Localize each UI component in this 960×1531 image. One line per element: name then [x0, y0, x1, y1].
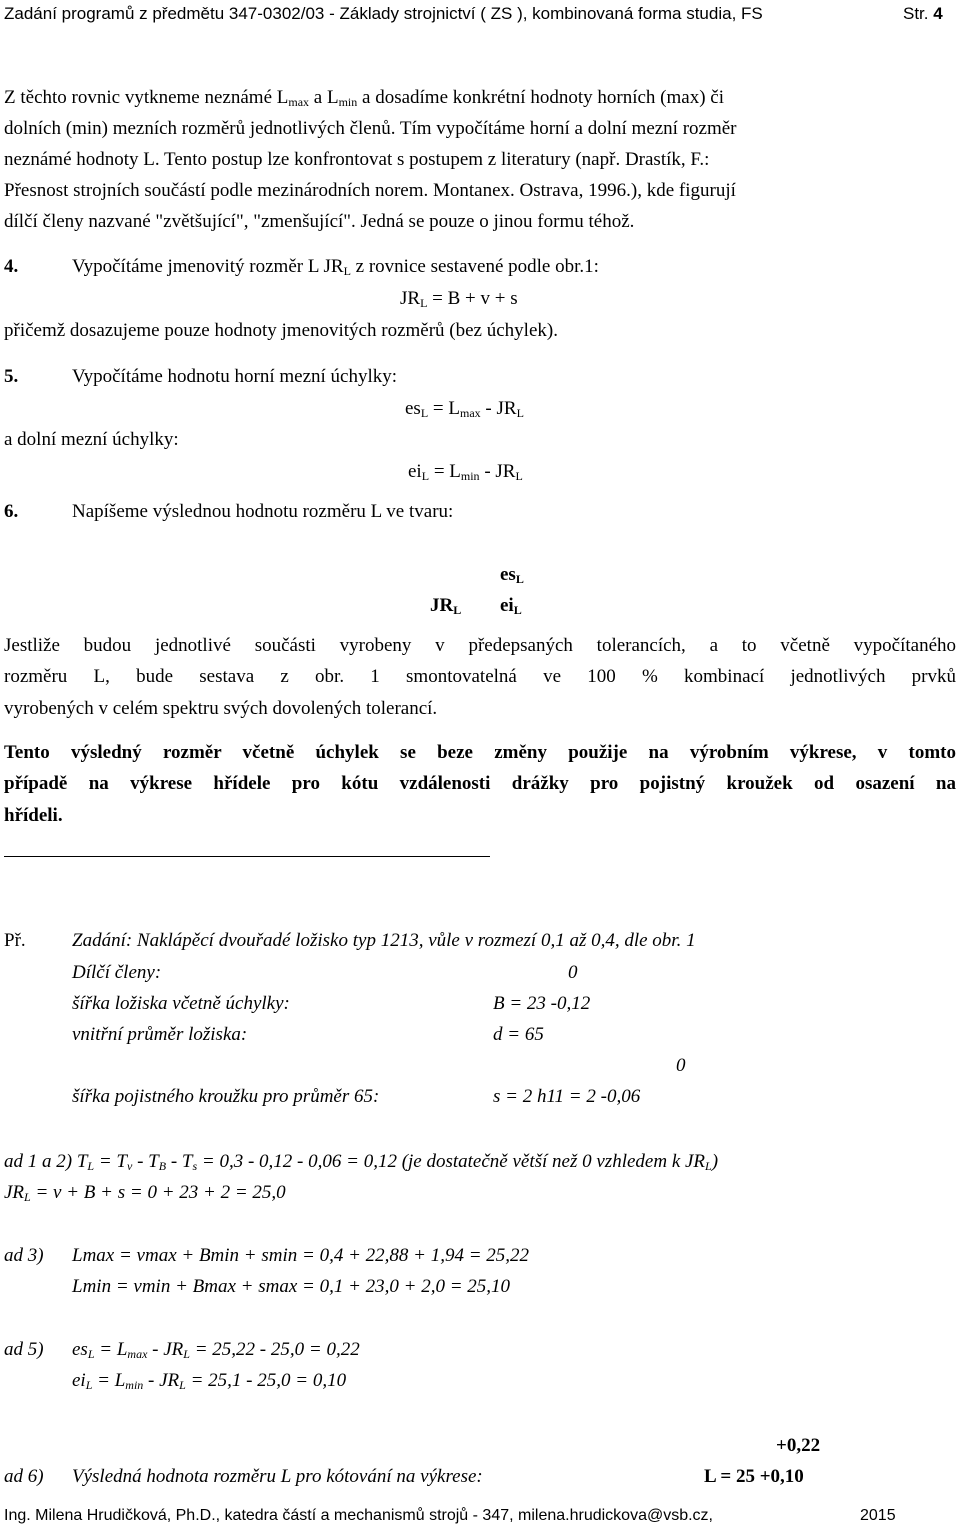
header-title: Zadání programů z předmětu 347-0302/03 - Základy strojnictví ( ZS ), kombinovaná forma studia, FS	[4, 4, 763, 23]
ring-zero-upper: 0	[676, 1055, 686, 1076]
step-6-text: Napíšeme výslednou hodnotu rozměru L ve tvaru:	[72, 501, 454, 522]
result-lower-deviation: $ei_L$	[500, 595, 522, 617]
intro-line-3: neznámé hodnoty L. Tento postup lze konfrontovat s postupem z literatury (např. Drastík, F.:	[4, 149, 710, 170]
page-label-text: Str.	[903, 4, 929, 23]
step-4-number: 4.	[4, 256, 19, 277]
bearing-width-label: šířka ložiska včetně úchylky:	[72, 993, 290, 1014]
separator-rule	[4, 856, 490, 857]
step-4-note: přičemž dosazujeme pouze hodnoty jmenovitých rozměrů (bez úchylek).	[4, 320, 558, 341]
intro-line-1: Z těchto rovnic vytkneme neznámé $L_{max}$ a $L_{min}$ a dosadíme konkrétní hodnoty horních (max) či	[4, 87, 724, 109]
tolerance-paragraph-line-1: Jestliže budou jednotlivé součásti vyrobeny v předepsaných tolerancích, a to včetně vypočítaného	[4, 635, 956, 656]
result-nominal-jr: $JR_L$	[430, 595, 462, 617]
bold-paragraph-line-3: hřídeli.	[4, 805, 63, 826]
final-upper-deviation: +0,22	[776, 1435, 821, 1456]
calc-ad-6-label: ad 6)	[4, 1466, 44, 1487]
calc-ad-3-line-1: Lmax = vmax + Bmin + smin = 0,4 + 22,88 + 1,94 = 25,22	[72, 1245, 530, 1266]
inner-diameter-value: d = 65	[493, 1024, 544, 1045]
lower-deviation-equation: $ei_L = L_{min} - JR_L$	[408, 461, 523, 483]
members-zero-upper: 0	[568, 962, 578, 983]
ring-label: šířka pojistného kroužku pro průměr 65:	[72, 1086, 380, 1107]
calc-ad-6-text: Výsledná hodnota rozměru L pro kótování na výkrese:	[72, 1466, 483, 1487]
bearing-width-value: B = 23 -0,12	[493, 993, 591, 1014]
intro-line-5: dílčí členy nazvané "zvětšující", "zmenšující". Jedná se pouze o jinou formu téhož.	[4, 211, 635, 232]
inner-diameter-label: vnitřní průměr ložiska:	[72, 1024, 248, 1045]
step-5-lower-text: a dolní mezní úchylky:	[4, 429, 179, 450]
calc-ad-3-line-2: Lmin = vmin + Bmax + smax = 0,1 + 23,0 + 2,0 = 25,10	[72, 1276, 511, 1297]
members-label: Dílčí členy:	[72, 962, 162, 983]
result-upper-deviation: $es_L$	[500, 564, 524, 586]
calc-ad-3-label: ad 3)	[4, 1245, 44, 1266]
example-label: Př.	[4, 930, 26, 951]
tolerance-paragraph-line-2: rozměru L, bude sestava z obr. 1 smontovatelná ve 100 % kombinací jednotlivých prvků	[4, 666, 956, 687]
footer-text: Ing. Milena Hrudičková, Ph.D., katedra částí a mechanismů strojů - 347, milena.hrudickova@vsb.cz,	[4, 1507, 713, 1524]
calc-ad-5-label: ad 5)	[4, 1339, 44, 1360]
page-label	[903, 2, 943, 26]
bold-paragraph-line-2: případě na výkrese hřídele pro kótu vzdálenosti drážky pro pojistný kroužek od osazení na	[4, 773, 956, 794]
upper-deviation-equation: $es_L = L_{max} - JR_L$	[405, 398, 524, 420]
tolerance-paragraph-line-3: vyrobených v celém spektru svých dovolených tolerancí.	[4, 698, 438, 719]
step-5-text: Vypočítáme hodnotu horní mezní úchylky:	[72, 366, 398, 387]
intro-line-2: dolních (min) mezních rozměrů jednotlivých členů. Tím vypočítáme horní a dolní mezní rozměr	[4, 118, 737, 139]
ring-value: s = 2 h11 = 2 -0,06	[493, 1086, 641, 1107]
footer-year: 2015	[860, 1507, 896, 1524]
calc-ad-1-2-line-1: ad 1 a 2) $T_L = T_v - T_B - T_s = 0,3 - 0,12 - 0,06 = 0,12$ (je dostatečně větší než 0 vzhledem k $JR_L$)	[4, 1151, 719, 1173]
intro-line-4: Přesnost strojních součástí podle mezinárodních norem. Montanex. Ostrava, 1996.), kde figurují	[4, 180, 736, 201]
step-4-text: Vypočítáme jmenovitý rozměr L $JR_L$ z rovnice sestavené podle obr.1:	[72, 256, 599, 278]
step-6-number: 6.	[4, 501, 19, 522]
final-result: L = 25 +0,10	[704, 1466, 804, 1487]
calc-ad-1-2-line-2: $JR_L = v + B + s = 0 + 23 + 2 = 25,0$	[4, 1182, 286, 1204]
calc-ad-5-line-2: $ei_L = L_{min} - JR_L = 25,1 - 25,0 = 0,10$	[72, 1370, 347, 1392]
step-5-number: 5.	[4, 366, 19, 387]
bold-paragraph-line-1: Tento výsledný rozměr včetně úchylek se beze změny použije na výrobním výkrese, v tomto	[4, 742, 956, 763]
nominal-dimension-equation: $JR_L = B + v + s$	[400, 288, 518, 310]
calc-ad-5-line-1: $es_L = L_{max} - JR_L = 25,22 - 25,0 = 0,22$	[72, 1339, 360, 1361]
example-task: Zadání: Naklápěcí dvouřadé ložisko typ 1213, vůle v rozmezí 0,1 až 0,4, dle obr. 1	[72, 930, 696, 951]
page-number: 4	[933, 4, 943, 23]
